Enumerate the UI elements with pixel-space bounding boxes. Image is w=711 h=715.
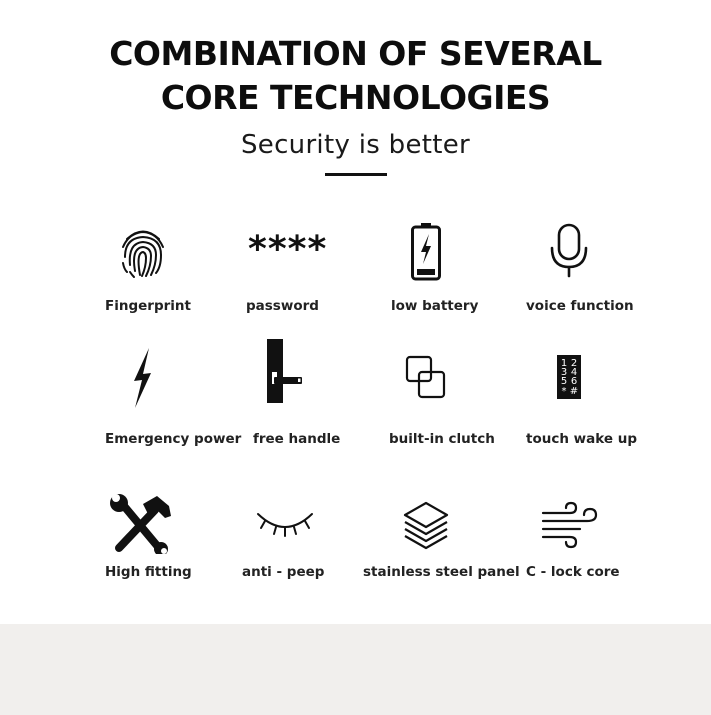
feature-label: stainless steel panel [363,564,520,580]
feature-c-lock-core [526,490,686,610]
password-icon [245,222,405,292]
feature-emergency-power [105,343,265,463]
svg-text:2: 2 [570,358,578,369]
keypad-icon [526,343,686,413]
feature-high-fitting [105,490,265,610]
svg-text:*: * [561,386,567,397]
feature-label: built-in clutch [389,431,495,447]
svg-text:5: 5 [560,376,568,387]
feature-stainless-steel-panel [362,490,522,610]
lightning-icon [105,343,265,413]
tools-icon [105,490,265,560]
svg-text:3: 3 [560,367,568,378]
feature-label: C - lock core [526,564,620,580]
feature-password [245,222,405,342]
svg-text:6: 6 [570,376,578,387]
feature-label: High fitting [105,564,192,580]
title-divider [325,173,387,176]
feature-label: free handle [253,431,341,447]
layers-icon [362,490,522,560]
svg-text:1: 1 [560,358,568,369]
feature-voice [525,222,685,342]
headline-line-2: CORE TECHNOLOGIES [160,78,551,117]
microphone-icon [525,222,685,292]
headline-line-1: COMBINATION OF SEVERAL [109,34,602,73]
feature-label: voice function [526,298,634,314]
feature-built-in-clutch [388,343,548,463]
wind-icon [526,490,686,560]
password-mask: **** [248,229,328,270]
footer-band [0,624,711,715]
feature-touch-wake-up [526,343,686,463]
feature-label: Emergency power [105,431,242,447]
fingerprint-icon [103,222,263,292]
feature-label: touch wake up [526,431,637,447]
svg-text:#: # [569,386,579,397]
feature-label: anti - peep [242,564,325,580]
clutch-icon [388,343,548,413]
svg-text:4: 4 [570,367,578,378]
feature-label: Fingerprint [105,298,191,314]
feature-fingerprint [103,222,263,342]
feature-label: low battery [391,298,479,314]
subtitle: Security is better [240,130,471,160]
feature-label: password [246,298,319,314]
